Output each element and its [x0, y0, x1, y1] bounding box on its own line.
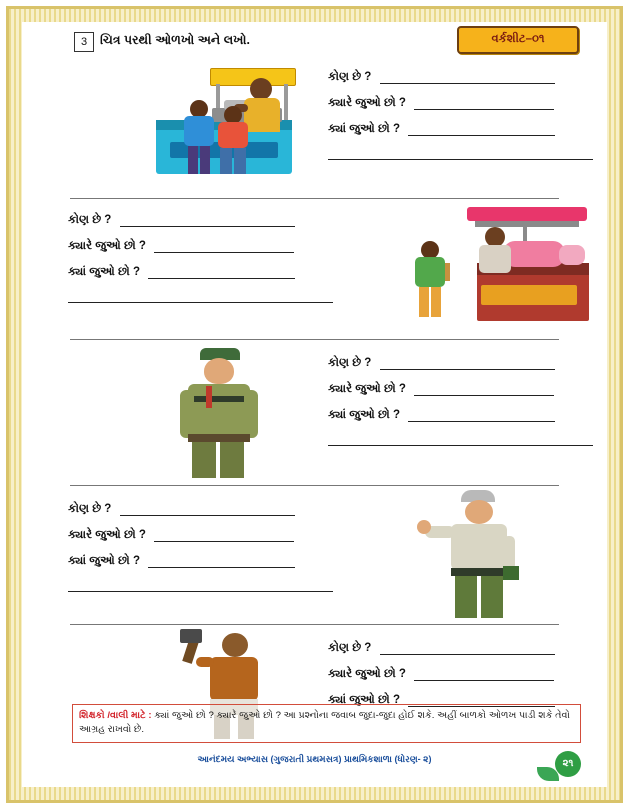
teacher-note-box: [72, 704, 581, 743]
question-line-who: [328, 66, 593, 92]
answer-field-who[interactable]: [380, 71, 555, 84]
answer-field-extra[interactable]: [68, 578, 333, 592]
item-1-answer-block: [328, 66, 593, 160]
answer-field-where[interactable]: [408, 123, 555, 136]
question-line-who: [328, 352, 593, 378]
label-who: કોણ છે ?: [328, 357, 372, 369]
answer-field-where[interactable]: [408, 409, 555, 422]
answer-field-when[interactable]: [414, 97, 554, 110]
question-line-where: [328, 404, 593, 430]
item-4: [32, 486, 597, 624]
question-line-where: [68, 550, 333, 576]
label-when: ક્યારે જુઓ છો ?: [328, 97, 406, 109]
label-where: ક્યાં જુઓ છો ?: [328, 409, 400, 421]
question-line-when: [328, 92, 593, 118]
instruction-text: ચિત્ર પરથી ઓળખો અને લખો.: [100, 33, 251, 47]
label-where: ક્યાં જુઓ છો ?: [328, 123, 400, 135]
answer-field-who[interactable]: [380, 642, 555, 655]
item-3: [32, 340, 597, 485]
label-who: કોણ છે ?: [328, 71, 372, 83]
page-number: ૨૧: [555, 751, 581, 777]
footer-text: આનંદમય અભ્યાસ (ગુજરાતી પ્રથમસત્ર) પ્રાથમિકશાળા (ધોરણ- ૨): [197, 754, 432, 764]
answer-field-who[interactable]: [120, 503, 295, 516]
answer-field-extra[interactable]: [328, 432, 593, 446]
answer-field-when[interactable]: [414, 668, 554, 681]
answer-field-when[interactable]: [414, 383, 554, 396]
label-where: ક્યાં જુઓ છો ?: [68, 266, 140, 278]
label-where: ક્યાં જુઓ છો ?: [328, 694, 400, 706]
label-who: કોણ છે ?: [328, 642, 372, 654]
answer-field-who[interactable]: [120, 214, 295, 227]
question-line-who: [328, 637, 593, 663]
question-number: 3: [74, 32, 94, 52]
question-line-who: [68, 209, 333, 235]
answer-field-extra[interactable]: [328, 146, 593, 160]
item-2-answer-block: [68, 209, 333, 303]
item-4-answer-block: [68, 498, 333, 592]
label-when: ક્યારે જુઓ છો ?: [328, 383, 406, 395]
worksheet-badge: વર્કશીટ–૦૧: [457, 26, 579, 54]
item-1: [32, 60, 597, 198]
question-line-when: [68, 524, 333, 550]
answer-field-who[interactable]: [380, 357, 555, 370]
question-line-when: [328, 378, 593, 404]
label-when: ક્યારે જુઓ છો ?: [328, 668, 406, 680]
teacher-note-text: ક્યાં જુઓ છો ? ક્યારે જુઓ છો ? આ પ્રશ્નોના જવાબ જુદા-જુદા હોઈ શકે. અહીં બાળકો ઓળખ પાડી શકે તેવો આગ્રહ રાખવો છે.: [79, 710, 570, 736]
question-line-when: [328, 663, 593, 689]
ice-cream-cart-vendor-with-child-image: [363, 201, 593, 333]
traffic-police-woman-waving-image: [417, 488, 527, 618]
label-when: ક્યારે જુઓ છો ?: [68, 529, 146, 541]
worksheet-content: [22, 22, 607, 787]
worksheet-header: [32, 26, 597, 60]
question-line-where: [328, 118, 593, 144]
answer-field-where[interactable]: [148, 555, 295, 568]
item-3-answer-block: [328, 352, 593, 446]
police-officer-standing-image: [162, 346, 272, 478]
question-line-when: [68, 235, 333, 261]
question-line-who: [68, 498, 333, 524]
item-2: [32, 199, 597, 339]
teacher-note-label: શિક્ષકો /વાલી માટે :: [79, 710, 152, 722]
answer-field-when[interactable]: [154, 529, 294, 542]
street-food-stall-vendor-with-children-image: [84, 64, 324, 184]
answer-field-where[interactable]: [148, 266, 295, 279]
question-line-where: [68, 261, 333, 287]
label-when: ક્યારે જુઓ છો ?: [68, 240, 146, 252]
label-where: ક્યાં જુઓ છો ?: [68, 555, 140, 567]
answer-field-when[interactable]: [154, 240, 294, 253]
label-who: કોણ છે ?: [68, 503, 112, 515]
label-who: કોણ છે ?: [68, 214, 112, 226]
answer-field-extra[interactable]: [68, 289, 333, 303]
